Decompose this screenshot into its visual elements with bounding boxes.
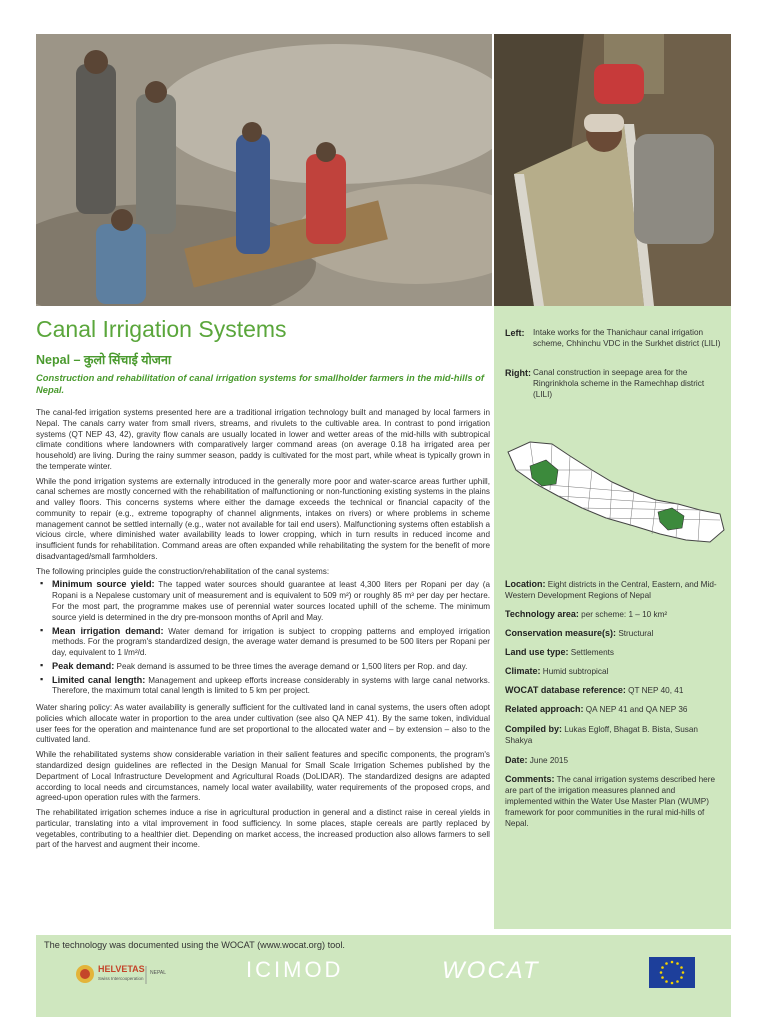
principle-text: Water demand for irrigation is subject to cropping patterns and employed irrigation methods. For the program's standardized design, the average water demand is presumed to be 500 liters per Ropani per day, equivalent to 1 l/m²/d. [52, 626, 490, 658]
principle-label: Peak demand: [52, 660, 115, 671]
body-paragraph: While the rehabilitated systems show considerable variation in their salient features and specific components, the program's standardized design guidelines are reflected in the Design Manual for Small Scale Irrigation Schemes published by the Department of Local Infrastructure Development and Agricultural Roads (DoLIDAR). The standardized designs are adapted according to local needs and circumstances, namely local water availability, water requirements of the proposed crops, and agreed-upon operation rules with the farmers. [36, 750, 490, 803]
main-body [36, 408, 490, 855]
meta-value: Settlements [568, 648, 615, 657]
meta-climate [505, 665, 723, 677]
meta-value: QT NEP 40, 41 [625, 686, 684, 695]
meta-label: Conservation measure(s): [505, 628, 617, 638]
eu-stars-icon [649, 957, 695, 988]
meta-label: Location: [505, 579, 546, 589]
helvetas-country: NEPAL [150, 970, 167, 976]
principle-label: Limited canal length: [52, 674, 146, 685]
meta-value: Eight districts in the Central, Eastern, and Mid-Western Development Regions of Nepal [505, 580, 717, 601]
nepal-district-map [500, 430, 728, 560]
meta-label: Technology area: [505, 609, 579, 619]
principle-text: Management and upkeep efforts increase considerably in systems with large canal networks. Therefore, the maximum total canal length is limited to 5 km per project. [52, 675, 491, 696]
meta-value: Humid subtropical [540, 667, 609, 676]
list-item [46, 660, 490, 673]
helvetas-subtitle: Swiss Intercooperation [98, 976, 144, 981]
principle-text: The tapped water sources should guarantee at least 4,300 liters per Ropani per day (a Ropani is a Nepalese customary unit of measurement and is equivalent to 509 m²) or roughly 85 m³ per day per hectare. For the most part, the programme makes use of perennial water sources located uphill of the scheme. The minimum source yield is determined in the dry pre-monsoon months of April and May. [52, 580, 490, 622]
helvetas-logo [74, 962, 174, 993]
caption-right [505, 367, 723, 400]
wocat-logo: WOCAT [442, 957, 540, 984]
meta-label: Related approach: [505, 704, 584, 714]
body-paragraph: Water sharing policy: As water availability is generally sufficient for the cultivated land in canal systems, the users often adopt policies which allocate water in proportion to the area under cultivation (see also QA NEP 41). By the same token, individual user fees for the operation and maintenance fund are set proportional to the allocated water and – by extension – also to the cultivated land. [36, 703, 490, 745]
caption-left [505, 327, 723, 349]
meta-compiled-by [505, 723, 723, 746]
body-paragraph: The following principles guide the construction/rehabilitation of the canal systems: [36, 566, 330, 576]
meta-label: Climate: [505, 666, 541, 676]
body-paragraph: The rehabilitated irrigation schemes induce a rise in agricultural production in general and a distinct raise in cereal yields in particular, translating into a vital improvement in food sufficiency. In some places, staple cereals are partly replaced by vegetables, contributing to a healthier diet. Depending on market access, the increased production also allows farmers to sell part of the harvest and augment their income. [36, 808, 490, 850]
meta-value: per scheme: 1 – 10 km² [578, 610, 668, 619]
photo-intake-works [36, 34, 492, 306]
meta-label: Comments: [505, 774, 555, 784]
meta-related-approach [505, 703, 723, 715]
meta-label: WOCAT database reference: [505, 685, 626, 695]
photo-canal-construction [494, 34, 731, 306]
page-title: Canal Irrigation Systems [36, 316, 287, 342]
helvetas-name: HELVETAS [98, 964, 145, 974]
meta-label: Date: [505, 755, 528, 765]
caption-text: Canal construction in seepage area for the Ringrinkhola scheme in the Ramechhap district (LILI) [533, 368, 705, 400]
list-item [46, 674, 490, 698]
principle-label: Mean irrigation demand: [52, 625, 164, 636]
caption-label: Right: [505, 368, 531, 378]
meta-label: Compiled by: [505, 724, 563, 734]
body-paragraph: While the pond irrigation systems are externally introduced in the generally more poor and water-scarce areas further uphill, canal schemes are mostly concerned with the rehabilitation of malfunctioning or non-functioning existing systems in the plains and valley floors. This concerns systems where either the damage exceeds the technical or financial capacity of the community to repair (e.g., extreme topography of channel alignments, intakes on rivers) or where problems in scheme management cannot be settled internally (e.g., water not available for tail end users). Malfunctioning systems often establish a vicious circle, where diminished water availability leads to lower cropping, which in turn results in reduced income and insufficient funds for rehabilitation. Command areas are often expanded while rehabilitating the system for the benefit of more disadvantaged/small farmholders. [36, 476, 490, 561]
principle-text: Peak demand is assumed to be three times the average demand or 1,500 liters per Rop. and day. [114, 661, 468, 671]
meta-value: June 2015 [527, 756, 569, 765]
list-item [46, 625, 490, 659]
icimod-logo: ICIMOD [246, 957, 344, 982]
meta-comments [505, 773, 723, 829]
meta-value: Lukas Egloff, Bhagat B. Bista, Susan Shakya [505, 725, 698, 746]
caption-text: Intake works for the Thanichaur canal irrigation scheme, Chhinchu VDC in the Surkhet district (LILI) [533, 328, 721, 349]
body-paragraph: The canal-fed irrigation systems presented here are a traditional irrigation technology built and managed by local farmers in Nepal. The canals carry water from small rivers, streams, and rivulets to the cultivable area. In contrast to pond irrigation systems (QT NEP 43, 42), gravity flow canals are usually located in lower and wetter areas of the mid-hills with subtropical climate conditions where landowners with comparatively larger command areas (on average 0.18 ha irrigated area per household) are living. During the rainy summer season, paddy is cultivated for the most part, while wheat is typically grown in the temperate winter. [36, 408, 490, 471]
eu-flag-icon [649, 957, 695, 988]
meta-value: The canal irrigation systems described here are part of the irrigation measures planned and implemented within the Water Use Master Plan (WUMP) framework for poor communities in the rural mid-hills of Nepal. [505, 775, 716, 829]
meta-label: Land use type: [505, 647, 569, 657]
principles-list [36, 578, 490, 697]
page-subtitle: Nepal – कुलो सिंचाई योजना [36, 353, 172, 367]
meta-value: Structural [616, 629, 654, 638]
meta-land-use-type [505, 646, 723, 658]
meta-date [505, 754, 723, 766]
principle-label: Minimum source yield: [52, 579, 155, 590]
photo-canal-construction-illustration [494, 34, 731, 306]
lead-text: Construction and rehabilitation of canal irrigation systems for smallholder farmers in the mid-hills of Nepal. [36, 372, 484, 395]
meta-conservation-measure [505, 627, 723, 639]
list-item [46, 578, 490, 623]
footer-note: The technology was documented using the WOCAT (www.wocat.org) tool. [44, 940, 345, 950]
caption-label: Left: [505, 328, 525, 338]
photo-intake-works-illustration [36, 34, 492, 306]
meta-wocat-reference [505, 684, 723, 696]
meta-location [505, 578, 723, 601]
nepal-map-icon [500, 430, 728, 560]
meta-technology-area [505, 608, 723, 620]
meta-value: QA NEP 41 and QA NEP 36 [583, 705, 688, 714]
